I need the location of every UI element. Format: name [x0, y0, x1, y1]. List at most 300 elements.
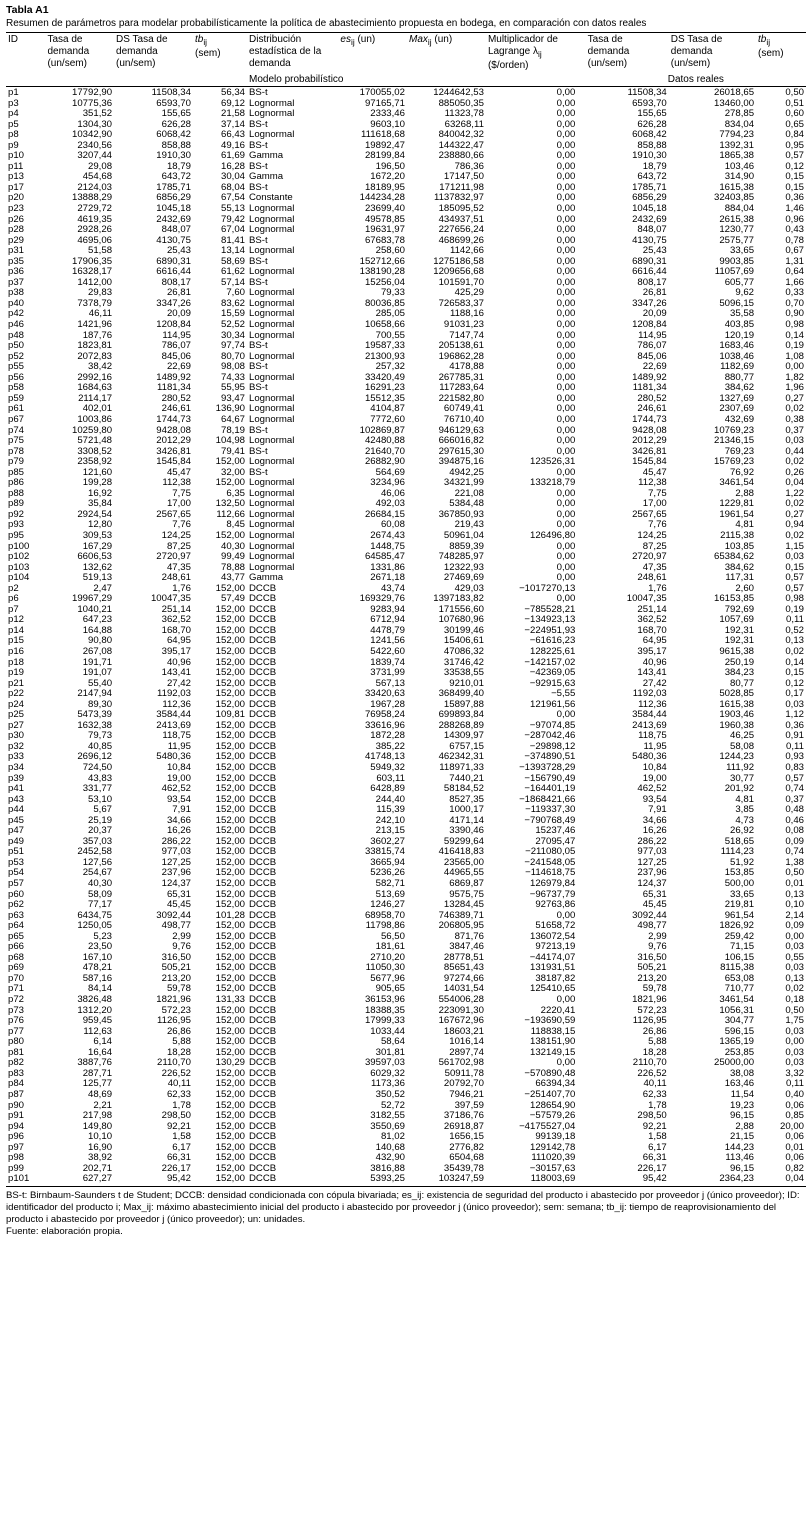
table-cell: 97274,66: [443, 973, 484, 984]
table-cell: Lognormal: [249, 393, 295, 404]
table-cell: p29: [8, 235, 25, 246]
table-cell: p3: [8, 98, 19, 109]
table-cell: Lognormal: [249, 414, 295, 425]
table-cell: 112,38: [162, 478, 191, 489]
table-cell: 0,98: [785, 320, 804, 331]
table-cell: 217,98: [82, 1111, 113, 1122]
table-cell: 10342,90: [72, 130, 113, 141]
table-cell: 1545,84: [632, 457, 667, 468]
table-cell: 2413,69: [632, 720, 667, 731]
table-cell: DCCB: [249, 1079, 277, 1090]
col-real-tb: $tb_{ij}$ (sem): [758, 34, 784, 59]
table-cell: 40,30: [220, 541, 245, 552]
table-cell: 2928,26: [77, 225, 113, 236]
table-cell: 30,77: [730, 773, 755, 784]
table-cell: p97: [8, 1142, 25, 1153]
table-cell: 79,42: [220, 214, 245, 225]
table-cell: Constante: [249, 193, 293, 204]
table-cell: 152,00: [215, 1153, 245, 1164]
table-cell: 2,47: [93, 583, 113, 594]
table-cell: p58: [8, 383, 25, 394]
table-cell: −92915,63: [529, 678, 576, 689]
table-cell: 0,27: [785, 509, 804, 520]
table-cell: 191,07: [82, 668, 113, 679]
table-cell: p52: [8, 351, 25, 362]
table-cell: 1545,84: [156, 457, 191, 468]
table-cell: −156790,49: [524, 773, 576, 784]
table-cell: 23565,00: [443, 857, 484, 868]
table-cell: 26,86: [166, 1026, 191, 1037]
table-cell: 434937,51: [438, 214, 484, 225]
table-cell: 1304,30: [77, 119, 113, 130]
table-cell: Lognormal: [249, 246, 295, 257]
table-cell: 152712,66: [359, 256, 405, 267]
table-cell: p33: [8, 752, 25, 763]
table-cell: 95,42: [642, 1174, 667, 1185]
table-cell: 10775,36: [72, 98, 113, 109]
table-row: [6, 246, 806, 257]
table-cell: 226,17: [161, 1163, 191, 1174]
col-tb: $tb_{ij}$ (sem): [194, 34, 221, 59]
table-row: [6, 847, 806, 858]
table-cell: 18,79: [642, 161, 667, 172]
table-cell: 123526,31: [530, 457, 576, 468]
table-row: [6, 1090, 806, 1101]
table-cell: 143,41: [161, 668, 191, 679]
table-cell: p104: [8, 573, 30, 584]
table-cell: p40: [8, 298, 25, 309]
table-row: [6, 320, 806, 331]
table-cell: 1045,18: [632, 204, 667, 215]
table-cell: 3584,44: [632, 710, 667, 721]
table-cell: 16328,17: [72, 267, 113, 278]
table-cell: 104,98: [215, 436, 245, 447]
table-row: [6, 573, 806, 584]
table-cell: 10769,23: [714, 425, 755, 436]
table-cell: 3347,26: [156, 298, 191, 309]
table-cell: p61: [8, 404, 25, 415]
table-cell: 11323,78: [444, 109, 484, 120]
table-cell: −142157,02: [524, 657, 576, 668]
table-cell: DCCB: [249, 1121, 277, 1132]
table-cell: 0,00: [556, 425, 576, 436]
table-cell: 98,08: [220, 362, 245, 373]
table-cell: 38187,82: [535, 973, 576, 984]
table-cell: 5949,32: [370, 763, 405, 773]
table-cell: Gamma: [249, 151, 284, 162]
table-cell: 0,00: [556, 277, 576, 288]
table-cell: 109,81: [215, 710, 245, 721]
table-cell: 152,00: [215, 857, 245, 868]
table-cell: 0,00: [785, 362, 804, 373]
table-cell: 6593,70: [632, 98, 667, 109]
table-cell: 462342,31: [438, 752, 484, 763]
table-cell: p30: [8, 731, 25, 742]
table-cell: p39: [8, 773, 25, 784]
table-cell: BS-t: [249, 161, 268, 172]
table-cell: 6616,44: [632, 267, 667, 278]
table-cell: 47086,32: [443, 646, 484, 657]
table-cell: 49578,85: [364, 214, 405, 225]
table-cell: 223091,30: [438, 1005, 484, 1016]
table-cell: 25,43: [166, 246, 191, 257]
table-cell: 246,61: [637, 404, 667, 415]
table-cell: 93,54: [166, 794, 191, 805]
table-cell: 20,37: [88, 826, 113, 837]
table-cell: 51,92: [730, 857, 755, 868]
table-cell: 498,77: [637, 921, 667, 932]
table-cell: 1865,38: [719, 151, 755, 162]
table-cell: 384,23: [724, 668, 755, 679]
table-cell: 0,03: [785, 436, 804, 447]
table-cell: DCCB: [249, 689, 277, 700]
table-cell: 11,54: [730, 1089, 755, 1100]
table-cell: 181,61: [375, 942, 405, 953]
table-cell: 80,77: [730, 678, 755, 689]
table-cell: 143,41: [637, 668, 667, 679]
table-cell: 0,12: [785, 161, 804, 172]
table-cell: 0,44: [785, 446, 804, 457]
table-cell: 152,00: [215, 973, 245, 984]
table-cell: 78,19: [220, 425, 245, 436]
table-cell: 1,78: [172, 1100, 191, 1111]
table-cell: p51: [8, 847, 25, 858]
table-row: [6, 626, 806, 637]
table-cell: 7,75: [172, 488, 191, 499]
table-cell: 152,00: [215, 1068, 245, 1079]
table-cell: 62,33: [642, 1089, 667, 1100]
table-cell: p56: [8, 372, 25, 383]
table-cell: 1173,36: [371, 1079, 405, 1090]
table-cell: 6856,29: [632, 193, 667, 204]
table-cell: 11508,34: [151, 88, 191, 98]
table-cell: 69,12: [220, 98, 245, 109]
table-cell: 1684,63: [77, 383, 113, 394]
table-cell: DCCB: [249, 710, 277, 721]
table-cell: 845,06: [637, 351, 667, 362]
table-cell: 40,96: [166, 657, 191, 668]
table-cell: 152,00: [215, 720, 245, 731]
table-cell: 1,15: [785, 541, 804, 552]
table-cell: 6856,29: [156, 193, 191, 204]
table-cell: 152,00: [215, 868, 245, 879]
table-cell: 168,70: [161, 625, 191, 636]
table-cell: 885050,35: [438, 98, 484, 109]
table-cell: 0,17: [785, 689, 804, 700]
table-cell: p100: [8, 541, 30, 552]
table-cell: Lognormal: [249, 214, 295, 225]
table-cell: 18603,21: [443, 1026, 484, 1037]
table-cell: 13,14: [220, 246, 245, 257]
table-cell: 111618,68: [361, 130, 405, 141]
table-cell: 187,76: [82, 330, 113, 341]
table-row: [6, 700, 806, 711]
table-cell: 152,00: [215, 530, 245, 541]
table-cell: 1821,96: [156, 995, 191, 1006]
table-cell: 59299,64: [443, 836, 484, 847]
table-cell: p7: [8, 604, 19, 615]
table-cell: 0,57: [785, 573, 804, 584]
table-cell: 40,11: [167, 1079, 191, 1090]
table-cell: 136072,54: [530, 931, 576, 942]
table-cell: 301,81: [375, 1047, 405, 1058]
table-cell: 10,84: [166, 763, 191, 773]
table-cell: 278,85: [724, 109, 755, 120]
table-cell: 106,15: [724, 952, 755, 963]
table-cell: 17,00: [166, 499, 191, 510]
table-cell: 16,26: [642, 826, 667, 837]
table-cell: 93,47: [220, 393, 245, 404]
table-cell: Lognormal: [249, 509, 295, 520]
table-cell: 64,95: [642, 636, 667, 647]
table-cell: 0,15: [785, 182, 804, 193]
table-cell: 101,28: [215, 910, 245, 921]
table-cell: 7,60: [226, 288, 245, 299]
table-cell: 0,00: [556, 109, 576, 120]
table-cell: 30199,46: [443, 625, 484, 636]
table-cell: 848,07: [161, 225, 191, 236]
table-cell: 1910,30: [632, 151, 667, 162]
table-cell: p84: [8, 1079, 25, 1090]
table-cell: 3461,54: [719, 995, 755, 1006]
col-es: $es_{ij}$ (un): [340, 34, 376, 47]
table-cell: 0,90: [785, 309, 804, 320]
table-cell: 2,99: [172, 931, 191, 942]
table-cell: 21,15: [730, 1132, 755, 1143]
table-cell: 29,08: [88, 161, 113, 172]
table-cell: 0,40: [785, 1089, 804, 1100]
table-cell: 0,01: [785, 1142, 804, 1153]
table-cell: 3550,69: [370, 1121, 405, 1132]
table-cell: 152,00: [215, 1163, 245, 1174]
table-cell: 68,04: [220, 182, 245, 193]
table-cell: 808,17: [161, 277, 191, 288]
table-cell: 0,36: [785, 193, 804, 204]
table-cell: 1230,77: [719, 225, 755, 236]
table-cell: 0,14: [785, 657, 804, 668]
table-cell: 140,68: [375, 1142, 405, 1153]
table-cell: 58184,52: [443, 784, 484, 795]
table-cell: 1,58: [648, 1132, 667, 1143]
table-cell: 2615,38: [719, 214, 755, 225]
table-cell: 45,47: [642, 467, 667, 478]
table-cell: 0,11: [786, 615, 804, 626]
table-cell: p67: [8, 414, 25, 425]
table-cell: 6,35: [226, 488, 245, 499]
table-cell: 152,00: [215, 931, 245, 942]
table-row: [6, 331, 806, 342]
table-cell: 1,75: [785, 1016, 804, 1027]
table-cell: 32,00: [220, 467, 245, 478]
table-cell: 0,03: [785, 963, 804, 974]
table-cell: 977,03: [161, 847, 191, 858]
table-cell: p41: [8, 784, 25, 795]
table-cell: 152,00: [215, 889, 245, 900]
table-cell: p99: [8, 1163, 25, 1174]
table-row: [6, 120, 806, 131]
table-cell: 15897,88: [443, 699, 484, 710]
table-cell: p102: [8, 552, 30, 563]
table-cell: 57,14: [220, 277, 245, 288]
table-cell: 59,78: [166, 984, 191, 995]
table-cell: 144322,47: [438, 140, 484, 151]
table-cell: 33,65: [730, 889, 755, 900]
table-cell: 80,70: [220, 351, 245, 362]
table-cell: 0,06: [785, 1100, 804, 1111]
table-cell: 7,91: [172, 805, 191, 816]
table-label: Tabla A1: [6, 4, 49, 16]
table-row: [6, 1122, 806, 1133]
table-cell: p71: [8, 984, 25, 995]
table-cell: p42: [8, 309, 25, 320]
table-cell: p98: [8, 1153, 25, 1164]
table-cell: 153,85: [724, 868, 755, 879]
table-cell: 367850,93: [438, 509, 484, 520]
table-cell: 3584,44: [156, 710, 191, 721]
table-cell: p18: [8, 657, 25, 668]
table-cell: 29,83: [88, 288, 113, 299]
table-cell: 0,03: [785, 1058, 804, 1069]
table-cell: 79,73: [88, 731, 113, 742]
table-cell: 5,67: [93, 805, 113, 816]
table-cell: 33616,96: [364, 720, 405, 731]
table-cell: 152,00: [215, 942, 245, 953]
table-cell: 0,00: [556, 541, 576, 552]
table-cell: 18,28: [166, 1047, 191, 1058]
table-cell: p89: [8, 499, 25, 510]
table-cell: 0,96: [785, 214, 804, 225]
table-cell: 11057,69: [714, 267, 755, 278]
table-cell: BS-t: [249, 182, 268, 193]
table-row: [6, 309, 806, 320]
table-cell: 242,10: [375, 815, 405, 826]
table-cell: 4130,75: [156, 235, 191, 246]
table-cell: 19,00: [642, 773, 667, 784]
table-cell: 429,03: [454, 583, 484, 594]
table-cell: 1000,17: [449, 805, 484, 816]
table-cell: 2776,82: [449, 1142, 484, 1153]
table-cell: 152,00: [215, 1079, 245, 1090]
table-cell: 16153,85: [714, 594, 755, 605]
table-cell: 1448,75: [370, 541, 405, 552]
table-cell: 26,81: [642, 288, 667, 299]
table-cell: 28199,84: [364, 151, 405, 162]
table-cell: Lognormal: [249, 130, 295, 141]
table-cell: 9,62: [735, 288, 755, 299]
table-cell: 6890,31: [156, 256, 191, 267]
table-cell: p1: [8, 88, 19, 98]
table-cell: 152,00: [215, 984, 245, 995]
table-cell: 1137832,97: [433, 193, 484, 204]
table-cell: 152,00: [215, 826, 245, 837]
table-cell: 1246,27: [370, 900, 405, 911]
table-cell: Lognormal: [249, 499, 295, 510]
table-row: [6, 763, 806, 774]
table-cell: 152,00: [215, 731, 245, 742]
table-cell: 55,40: [88, 678, 113, 689]
table-cell: 19,00: [166, 773, 191, 784]
table-cell: 167,10: [82, 952, 113, 963]
table-cell: 724,50: [82, 763, 113, 773]
table-cell: 50961,04: [443, 530, 484, 541]
table-cell: 126979,84: [530, 879, 576, 890]
table-row: [6, 689, 806, 700]
table-cell: 80036,85: [364, 298, 405, 309]
table-cell: Lognormal: [249, 225, 295, 236]
table-cell: 0,00: [556, 119, 576, 130]
table-cell: DCCB: [249, 900, 277, 911]
table-row: [6, 468, 806, 479]
table-cell: 492,03: [375, 499, 405, 510]
table-cell: 7440,21: [449, 773, 484, 784]
table-cell: p8: [8, 130, 19, 141]
table-cell: 152,00: [215, 646, 245, 657]
table-cell: 3665,94: [370, 857, 405, 868]
table-cell: 163,46: [724, 1079, 755, 1090]
table-cell: 26,81: [166, 288, 191, 299]
table-cell: 0,00: [556, 288, 576, 299]
table-cell: 152,00: [215, 689, 245, 700]
table-cell: 1057,69: [719, 615, 755, 626]
table-cell: 47,35: [642, 562, 667, 573]
table-cell: 18,28: [642, 1047, 667, 1058]
table-row: [6, 373, 806, 384]
table-cell: 977,03: [637, 847, 667, 858]
table-cell: DCCB: [249, 1005, 277, 1016]
table-cell: 0,15: [785, 562, 804, 573]
table-cell: 432,69: [724, 414, 755, 425]
table-cell: 113,46: [725, 1153, 755, 1164]
table-cell: 199,28: [82, 478, 113, 489]
table-cell: 6504,68: [449, 1153, 484, 1164]
table-cell: 0,00: [556, 298, 576, 309]
table-cell: −251407,70: [524, 1089, 576, 1100]
table-cell: 395,17: [637, 646, 667, 657]
table-cell: 1192,03: [632, 689, 667, 700]
table-cell: 66,31: [642, 1153, 667, 1164]
table-cell: p32: [8, 741, 25, 752]
table-cell: 0,00: [556, 140, 576, 151]
table-cell: 1,31: [785, 256, 804, 267]
table-cell: 4695,06: [77, 235, 113, 246]
table-cell: 152,00: [215, 478, 245, 489]
col-demand: Tasa de demanda (un/sem): [47, 34, 90, 69]
table-cell: BS-t: [249, 140, 268, 151]
table-cell: DCCB: [249, 1016, 277, 1027]
table-cell: 127,56: [82, 857, 113, 868]
table-cell: 67683,78: [364, 235, 405, 246]
table-cell: 1312,20: [77, 1005, 113, 1016]
table-cell: 213,20: [637, 973, 667, 984]
table-cell: 185095,52: [438, 204, 484, 215]
table-cell: DCCB: [249, 1111, 277, 1122]
table-cell: DCCB: [249, 984, 277, 995]
table-cell: 248,61: [161, 573, 191, 584]
table-cell: 58,64: [380, 1037, 405, 1048]
table-cell: 40,85: [88, 741, 113, 752]
table-cell: 30,04: [220, 172, 245, 183]
table-row: [6, 151, 806, 162]
table-cell: 4178,88: [449, 362, 484, 373]
table-cell: 118838,15: [530, 1026, 576, 1037]
table-cell: 0,00: [556, 710, 576, 721]
table-cell: 1,66: [785, 277, 804, 288]
table-cell: p88: [8, 488, 25, 499]
table-cell: 35439,78: [443, 1163, 484, 1174]
table-cell: 37,14: [220, 119, 245, 130]
table-row: [6, 837, 806, 848]
table-cell: 170055,02: [359, 88, 405, 98]
